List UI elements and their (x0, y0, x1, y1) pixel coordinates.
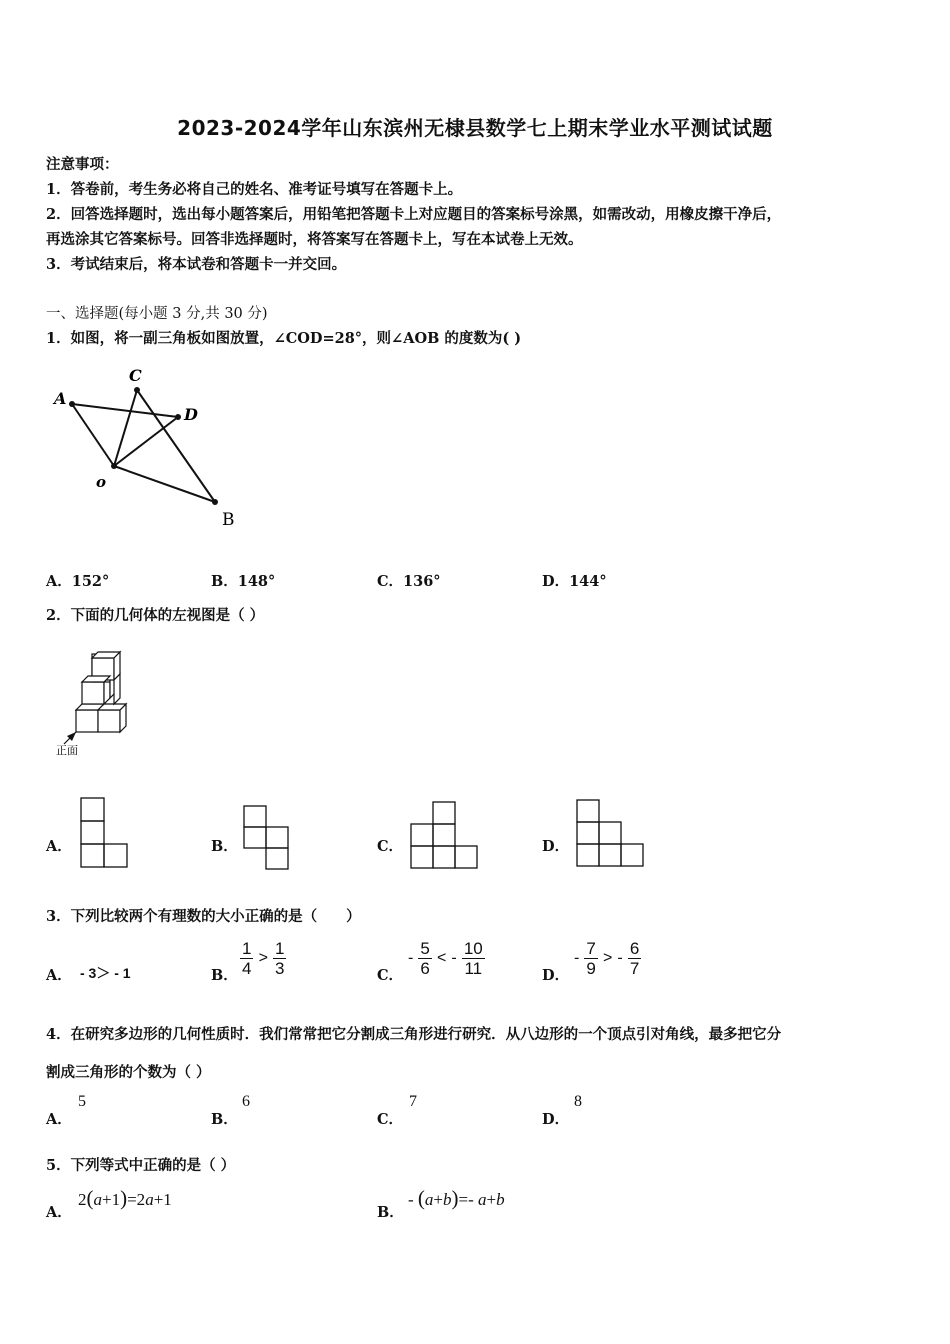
question-2-stem: 2．下面的几何体的左视图是（ ） (46, 607, 265, 624)
page-title: 2023-2024学年山东滨州无棣县数学七上期末学业水平测试试题 (177, 116, 773, 140)
point-label-c: C (129, 366, 142, 385)
notice-heading: 注意事项： (46, 156, 119, 173)
fraction: $\frac{1}{3}$ (275, 939, 285, 978)
fraction: $\frac{10}{11}$ (463, 939, 483, 978)
q3-option-c-expression[interactable]: - $\frac{5}{6}$ < - $\frac{10}{11}$ (408, 939, 483, 978)
q1-option-d[interactable]: D．144° (542, 573, 607, 590)
q2-option-b-figure[interactable] (243, 805, 291, 871)
fraction: $\frac{7}{9}$ (586, 939, 596, 978)
q5-option-b-letter[interactable]: B． (377, 1204, 404, 1221)
q5-option-b-equation[interactable]: - (a+b)=- a+b (408, 1186, 505, 1210)
point-label-b: B (222, 510, 235, 530)
q2-option-c-figure[interactable] (410, 801, 480, 869)
q3-option-b-letter[interactable]: B． (211, 967, 238, 984)
q4-option-b-value[interactable]: 6 (242, 1093, 250, 1110)
point-label-a: A (54, 389, 67, 408)
q2-option-c-letter[interactable]: C． (377, 838, 404, 855)
q4-option-d-value[interactable]: 8 (574, 1093, 582, 1110)
q4-option-b-letter[interactable]: B． (211, 1111, 238, 1128)
question-4-stem-line2: 割成三角形的个数为（ ） (46, 1064, 211, 1081)
front-label: 正面 (56, 744, 78, 757)
question-5-stem: 5．下列等式中正确的是（ ） (46, 1157, 236, 1174)
q2-option-d-letter[interactable]: D． (542, 838, 570, 855)
notice-item: 再选涂其它答案标号。回答非选择题时，将答案写在答题卡上，写在本试卷上无效。 (46, 231, 583, 248)
q4-option-d-letter[interactable]: D． (542, 1111, 570, 1128)
q3-option-a-letter[interactable]: A． (46, 967, 72, 984)
q1-option-b[interactable]: B．148° (211, 573, 276, 590)
q4-option-a-value[interactable]: 5 (78, 1093, 86, 1110)
q4-option-a-letter[interactable]: A． (46, 1111, 72, 1128)
notice-item: 1．答卷前，考生务必将自己的姓名、准考证号填写在答题卡上。 (46, 181, 463, 198)
notice-item: 3．考试结束后，将本试卷和答题卡一并交回。 (46, 256, 347, 273)
q3-option-d-letter[interactable]: D． (542, 967, 570, 984)
fraction: $\frac{5}{6}$ (420, 939, 430, 978)
question-4-stem-line1: 4．在研究多边形的几何性质时．我们常常把它分割成三角形进行研究．从八边形的一个顶点引对角线，最多把它分 (46, 1026, 782, 1043)
q2-option-d-figure[interactable] (576, 799, 646, 869)
notice-item: 2．回答选择题时，选出每小题答案后，用铅笔把答题卡上对应题目的答案标号涂黑，如需改动，用橡皮擦干净后， (46, 206, 782, 223)
q5-option-a-letter[interactable]: A． (46, 1204, 72, 1221)
q1-figure (50, 360, 250, 530)
q1-option-a[interactable]: A．152° (46, 573, 110, 590)
q2-option-a-figure[interactable] (80, 797, 130, 869)
q4-option-c-value[interactable]: 7 (409, 1093, 417, 1110)
q2-solid-figure (52, 646, 132, 758)
point-label-o: o (96, 473, 107, 491)
q2-option-a-letter[interactable]: A． (46, 838, 72, 855)
question-1-stem: 1．如图，将一副三角板如图放置，∠COD=28°，则∠AOB 的度数为( ) (46, 330, 522, 347)
q5-option-a-equation[interactable]: 2(a+1)=2a+1 (78, 1186, 172, 1210)
q3-option-a-expression[interactable]: - 3＞ - 1 (80, 965, 131, 981)
q4-option-c-letter[interactable]: C． (377, 1111, 404, 1128)
q1-option-c[interactable]: C．136° (377, 573, 441, 590)
fraction: $\frac{1}{4}$ (242, 939, 252, 978)
q3-option-b-expression[interactable]: $\frac{1}{4}$ > $\frac{1}{3}$ (242, 939, 285, 978)
q3-option-c-letter[interactable]: C． (377, 967, 404, 984)
fraction: $\frac{6}{7}$ (629, 939, 640, 978)
section-heading: 一、选择题(每小题 3 分,共 30 分) (46, 306, 268, 322)
q2-option-b-letter[interactable]: B． (211, 838, 238, 855)
point-label-d: D (184, 405, 198, 424)
q3-option-d-expression[interactable]: - $\frac{7}{9}$ > - $\frac{6}{7}$ (574, 939, 640, 978)
question-3-stem: 3．下列比较两个有理数的大小正确的是（ ） (46, 908, 361, 925)
